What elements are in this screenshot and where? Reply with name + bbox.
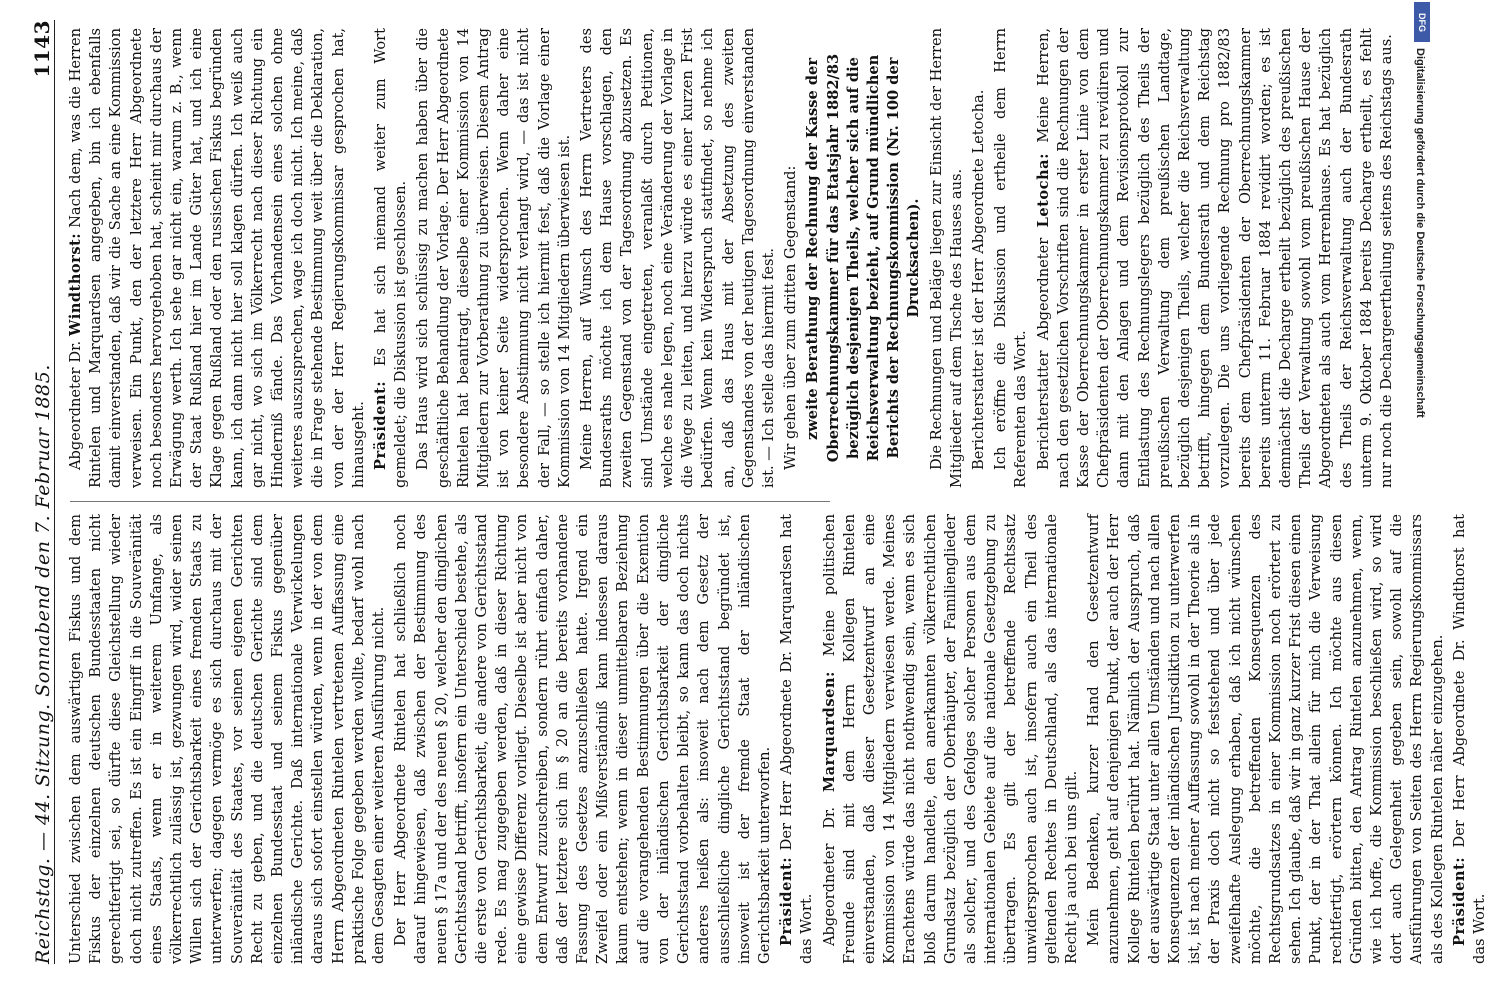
speech-text: Meine Herren, nach den gesetzlichen Vorschriften sind die Rechnungen der Kasse der Oberrechnungskammer in erster Linie von dem Chefpräsidenten der Oberrechnungskammer zu revidiren und dann mit den Anlagen und dem Revisionsprotokoll zur Entlastung des Rechnungslegers bezüglich des Theils der preußischen Verwaltung dem preußischen Landtage, bezüglich desjenigen Theils, welcher die Reichsverwaltung betrifft, hingegen dem Bundesrath und dem Reichstag vorzulegen. Die uns vorliegende Rechnung pro 1882/83 bereits dem Chefpräsidenten der Oberrechnungskammer bereits unterm 11. Februar 1884 revidirt worden; es ist demnächst die Decharge ertheilt bezüglich des preußischen Theils der Verwaltung sowohl vom preußischen Hause der Abgeordneten als auch vom Herrenhause. Es hat bezüglich des Theils der Reichsverwaltung auch der Bundesrath unterm 9. Oktober 1884 bereits Decharge ertheilt, es fehlt nur noch die Dechargeertheilung seitens des Reichstags aus.	[1034, 28, 1395, 488]
speech-text: Meine politischen Freunde sind mit dem Herrn Kollegen Rintelen einverstanden, daß dieser Gesetzentwurf an eine Kommission von 14 Mitgliedern verwiesen werde. Meines Erachtens würde das nicht nothwendig sein, wenn es sich bloß darum handelte, den anerkannten völkerrechtlichen Grundsatz bezüglich der Oberhäupter, der Familienglieder als solcher, und des Gefolges solcher Personen aus dem internationalen Gebiete auf die nationale Gesetzgebung zu übertragen. Es gilt der betreffende Rechtssatz unwidersprochen auch ist, insofern auch ein Theil des geltenden Rechtes in Deutschland, als das internationale Recht ja auch bei uns gilt.	[820, 514, 1080, 964]
speaker-title: Abgeordneter Dr.	[67, 335, 84, 470]
page-number: 1143	[30, 20, 54, 78]
paragraph: Unterschied zwischen dem auswärtigen Fiskus und dem Fiskus der einzelnen deutschen Bundesstaaten nicht gerechtfertigt sei, so dürfte diese Gleichstellung wieder doch nicht zutreffen. Es ist ein Eingriff in die Souveränität eines Staats, wenn er in weiterem Umfange, als völkerrechtlich zulässig ist, gezwungen wird, wider seinen Willen sich der Gerichtsbarkeit eines fremden Staats zu unterwerfen; dagegen vermöge es sich durchaus mit der Souveränität des Staates, vor seinen eigenen Gerichten Recht zu geben, und die deutschen Gerichte sind dem einzelnen Bundesstaat und seinem Fiskus gegenüber inländische Gerichte. Daß internationale Verwickelungen daraus sich sofort einstellen würden, wenn in der von dem Herrn Abgeordneten Rintelen vertretenen Auffassung eine praktische Folge gegeben werden wollte, bedarf wohl nach dem Gesagten einer weiteren Ausführung nicht.	[67, 514, 388, 964]
speaker-name: Letocha:	[1034, 152, 1052, 228]
digitization-credit	[1410, 48, 1430, 508]
speech-paragraph	[820, 514, 1083, 964]
speaker-name: Marquardsen:	[820, 671, 838, 793]
right-column	[66, 28, 1399, 488]
page-header	[20, 20, 55, 964]
speech-text: Der Herr Abgeordnete Dr. Windthorst hat das Wort.	[1450, 514, 1489, 964]
speech-text: Der Herr Abgeordnete Dr. Marquardsen hat das Wort.	[778, 514, 816, 964]
column-divider	[70, 501, 830, 502]
dfg-logo: DFG	[1414, 2, 1430, 42]
speaker-name: Präsident:	[1450, 856, 1468, 946]
paragraph: Mein Bedenken, kurzer Hand den Gesetzentwurf anzunehmen, geht auf denjenigen Punkt, der auch der Herr Kollege Rintelen berührt hat. Nämlich der Ausspruch, daß der auswärtige Staat unter allen Umständen und nach allen Konsequenzen der inländischen Jurisdiktion zu unterwerfen ist, ist nach meiner Auffassung sowohl in der Theorie als in der Praxis doch nicht so feststehend und über jede zweifelhafte Auslegung erhaben, daß ich nicht wünschen möchte, die betreffenden Konsequenzen des Rechtsgrundsatzes in einer Kommission noch erörtert zu sehen. Ich glaube, daß wir in ganz kurzer Frist diesen einen Punkt, der in der That allein für mich die Verweisung rechtfertigt, erörtern können. Ich möchte aus diesen Gründen bitten, den Antrag Rintelen anzunehmen, wenn, wie ich hoffe, die Kommission beschließen wird, so wird dort auch Gelegenheit gegeben sein, sowohl auf die Ausführungen von Seiten des Herrn Regierungskommissars als des Kollegen Rintelen näher einzugehen.	[1085, 514, 1446, 964]
speech-text: Nach dem, was die Herren Rintelen und Marquardsen angegeben, bin ich ebenfalls damit einverstanden, daß wir die Sache an eine Kommission verweisen. Ein Punkt, den der letztere Herr Abgeordnete noch besonders hervorgehoben hat, scheint mir durchaus der Erwägung werth. Ich sehe gar nicht ein, warum z. B., wenn der Staat Rußland hier im Lande Güter hat, und ich eine Klage gegen Rußland oder den russischen Fiskus begründen kann, ich dann nicht hier soll klagen dürfen. Ich weiß auch gar nicht, wo sich im Völkerrecht nach dieser Richtung ein Hinderniß fände. Das Vorhandensein eines solchen ohne weiteres auszusprechen, wage ich doch nicht. Ich meine, daß die in Frage stehende Bestimmung weit über die Deklaration, von der der Herr Regierungskommissar gesprochen hat, hinausgeht.	[67, 27, 367, 488]
speaker-name: Windthorst:	[67, 232, 84, 336]
speaker-title: Abgeordneter Dr.	[820, 792, 838, 946]
speech-paragraph	[371, 28, 411, 488]
speech-paragraph	[1450, 514, 1490, 964]
speech-paragraph	[66, 28, 369, 488]
paragraph: Der Herr Abgeordnete Rintelen hat schließlich noch darauf hingewiesen, daß zwischen der Bestimmung des neuen § 17a und der des neuen § 20, welcher den dinglichen Gerichtsstand betrifft, insofern ein Unterschied bestehe, als die erste von Gerichtsbarkeit, die andere von Gerichtsstand rede. Es mag zugegeben werden, daß in dieser Richtung eine gewisse Differenz vorliegt. Dieselbe ist aber nicht von dem Entwurf zuzuschreiben, sondern rührt einfach daher, daß der letztere sich im § 20 an die bereits vorhandene Fassung des Gesetzes anzuschließen hatte. Irgend ein Zweifel oder ein Mißverständniß kann indessen daraus kaum entstehen; wenn in dieser unmittelbaren Beziehung auf die vorangehenden Bestimmungen über die Exemtion von der inländischen Gerichtsbarkeit der dingliche Gerichtsstand vorbehalten bleibt, so kann das doch nichts anderes heißen als: insoweit nach dem Gesetz der ausschließliche dingliche Gerichtsstand begründet ist, insoweit ist der fremde Staat der inländischen Gerichtsbarkeit unterworfen.	[392, 514, 773, 964]
agenda-topic: zweite Berathung der Rechnung der Kasse der Oberrechnungskammer für das Etatsjahr 1882/83 bezüglich desjenigen Theils, welcher sich auf die Reichsverwaltung bezieht, auf Grund mündlichen Berichts der Rechnungskommission (Nr. 100 der Drucksachen).	[804, 53, 923, 463]
speech-text: Es hat sich niemand weiter zum Wort gemeldet; die Diskussion ist geschlossen.	[372, 28, 410, 488]
paragraph: Die Rechnungen und Beläge liegen zur Einsicht der Herren Mitglieder auf dem Tische des Hauses aus.	[927, 28, 965, 488]
paragraph: Meine Herren, auf Wunsch des Herrn Vertreters des Bundesraths möchte ich dem Hause vorschlagen, den zweiten Gegenstand von der Tagesordnung abzusetzen. Es sind Umstände eingetreten, veranlaßt durch Petitionen, welche es nahe legen, noch eine Veränderung der Vorlage in die Wege zu leiten, und hierzu würde es einer kurzen Frist bedürfen. Wenn kein Widerspruch stattfindet, so nehme ich an, daß das Haus mit der Absetzung des zweiten Gegenstandes von der heutigen Tagesordnung einverstanden ist. — Ich stelle das hiermit fest.	[578, 28, 777, 488]
paragraph: Ich eröffne die Diskussion und ertheile dem Herrn Referenten das Wort.	[992, 28, 1030, 488]
left-column	[66, 514, 1492, 964]
paragraph: Wir gehen über zum dritten Gegenstand:	[782, 165, 800, 470]
speaker-name: Präsident:	[372, 380, 390, 470]
speech-paragraph	[1034, 28, 1398, 488]
speaker-title: Berichterstatter Abgeordneter	[1034, 227, 1052, 470]
speech-paragraph	[777, 514, 817, 964]
credit-text: Digitalisierung gefördert durch die Deutsche Forschungsgemeinschaft	[1414, 48, 1426, 418]
running-title: Reichstag. — 44. Sitzung. Sonnabend den 7. Februar 1885.	[32, 364, 54, 964]
speaker-name: Präsident:	[778, 856, 796, 946]
paragraph: Das Haus wird sich schlüssig zu machen haben über die geschäftliche Behandlung der Vorlage. Der Herr Abgeordnete Rintelen hat beantragt, dieselbe einer Kommission von 14 Mitgliedern zur Vorberathung zu überweisen. Diesem Antrag ist von keiner Seite widersprochen. Wenn daher eine besondere Abstimmung nicht verlangt wird, — das ist nicht der Fall, — so stelle ich hiermit fest, daß die Vorlage einer Kommission von 14 Mitgliedern überwiesen ist.	[414, 28, 573, 488]
paragraph: Berichterstatter ist der Herr Abgeordnete Letocha.	[969, 89, 987, 470]
